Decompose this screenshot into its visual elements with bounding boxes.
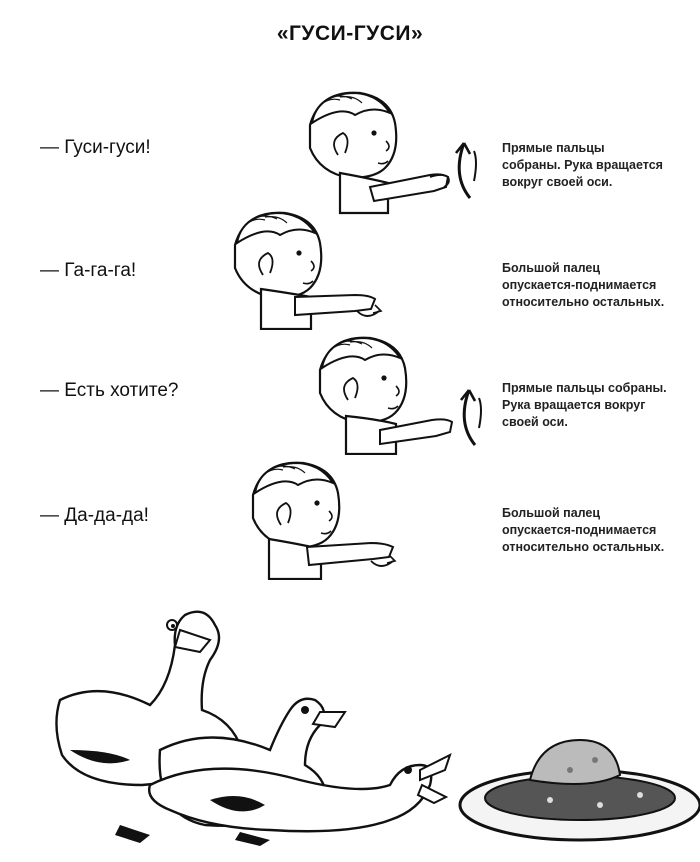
instruction-note: Большой палец опускается-поднимается относительно остальных. [502, 506, 665, 554]
verse-text: — Гуси-гуси! [40, 137, 151, 158]
verse-text: — Есть хотите? [40, 380, 179, 401]
geese-illustration [40, 600, 700, 855]
instruction-note: Прямые пальцы собраны. Рука вращается вокруг своей оси. [502, 381, 667, 429]
verse-row-3 [0, 330, 700, 450]
verse-text: — Га-га-га! [40, 260, 137, 281]
verse-row-1 [0, 85, 700, 205]
verse-text: — Да-да-да! [40, 505, 149, 526]
geese-icon [56, 612, 450, 846]
bowl-of-food-icon [460, 740, 700, 840]
rotation-arrow-icon [455, 380, 485, 450]
instruction-note: Прямые пальцы собраны. Рука вращается вокруг своей оси. [502, 141, 663, 189]
rotation-arrow-icon [450, 133, 480, 203]
page-title: «ГУСИ-ГУСИ» [276, 22, 424, 45]
boy-pointing-icon [225, 205, 395, 330]
instruction-note: Большой палец опускается-поднимается относительно остальных. [502, 261, 665, 309]
boy-pointing-icon [243, 455, 413, 580]
verse-row-2 [0, 205, 700, 325]
verse-row-4 [0, 455, 700, 575]
